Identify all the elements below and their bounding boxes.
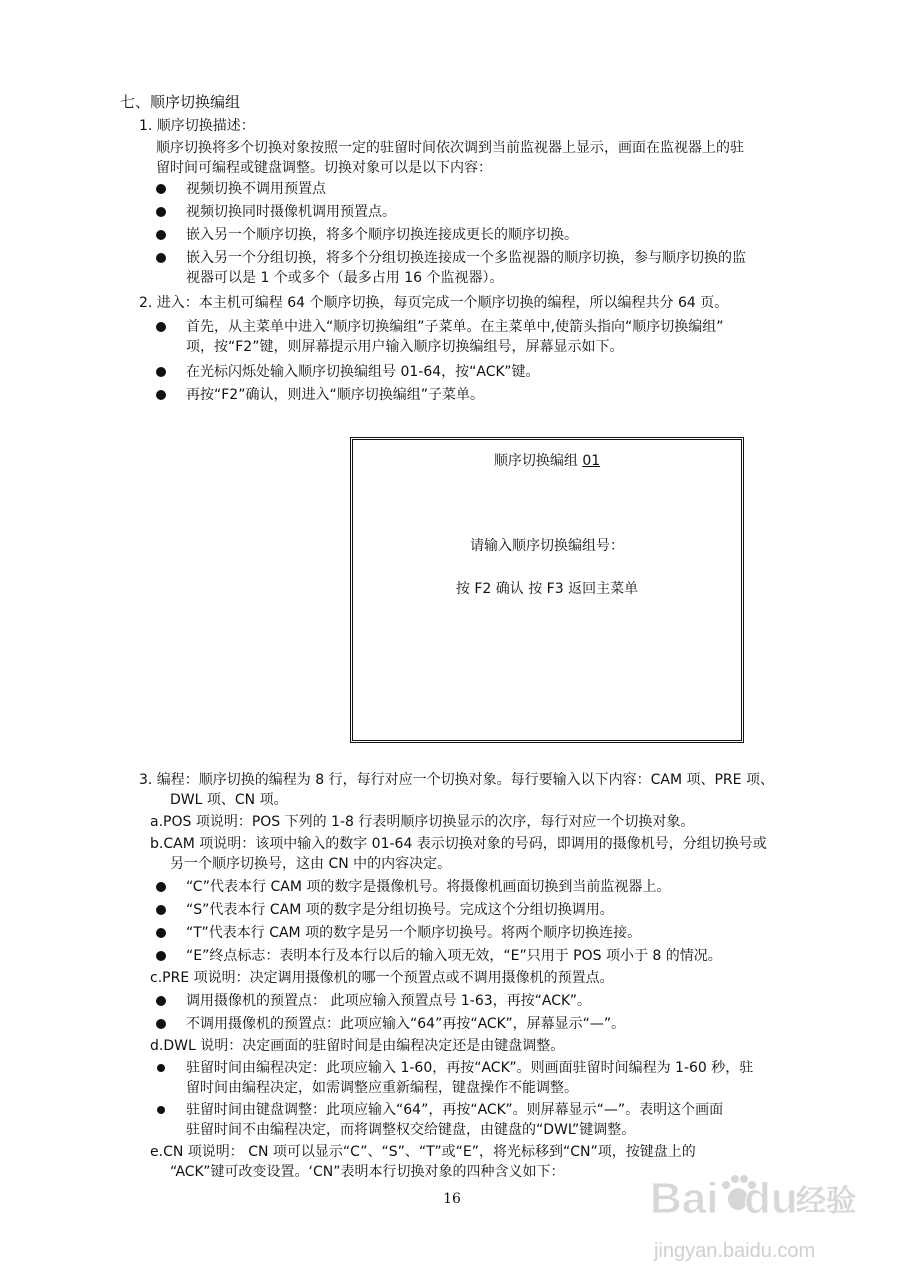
p3-pre-1: 调用摄像机的预置点： 此项应输入预置点号 1-63，再按“ACK”。 (186, 993, 592, 1009)
bullet-dot (156, 951, 166, 961)
bullet-dot (157, 1106, 165, 1114)
watermark-url: jingyan.baidu.com (654, 1240, 816, 1262)
p1-paragraph-line1: 顺序切换将多个切换对象按照一定的驻留时间依次调到当前监视器上显示，画面在监视器上的驻 (156, 140, 744, 156)
bullet-dot (156, 996, 166, 1006)
section-title: 七、顺序切换编组 (120, 93, 241, 111)
watermark-brand-cn: 经验 (796, 1184, 856, 1219)
p1-bullet-3: 嵌入另一个顺序切换，将多个顺序切换连接成更长的顺序切换。 (186, 227, 578, 243)
bullet-dot (156, 322, 166, 332)
baidu-jingyan-watermark (646, 1165, 866, 1265)
p3-dwl-2-line2: 驻留时间不由编程决定，而将调整权交给键盘，由键盘的“DWL”键调整。 (186, 1122, 636, 1138)
p3-item-c: c.PRE 项说明：决定调用摄像机的哪一个预置点或不调用摄像机的预置点。 (150, 970, 614, 986)
screen-title-text: 顺序切换编组 (493, 453, 583, 469)
bullet-dot (156, 882, 166, 892)
p3-heading-line2: DWL 项、CN 项。 (170, 792, 288, 808)
bullet-dot (156, 1019, 166, 1029)
screen-display-box (350, 437, 744, 743)
bullet-dot (157, 1064, 165, 1072)
p3-item-b-line2: 另一个顺序切换号，这由 CN 中的内容决定。 (170, 856, 452, 872)
p3-dwl-1-line1: 驻留时间由编程决定：此项应输入 1-60，再按“ACK”。则画面驻留时间编程为 1-60 秒，驻 (186, 1060, 754, 1076)
p3-cn-t: “T”代表本行 CAM 项的数字是另一个顺序切换号。将两个顺序切换连接。 (186, 925, 642, 941)
screen-title-number: 01 (582, 453, 601, 469)
baidu-logo-icon (646, 1165, 866, 1265)
p3-item-d: d.DWL 说明：决定画面的驻留时间是由编程决定还是由键盘调整。 (150, 1038, 565, 1054)
p3-cn-c: “C”代表本行 CAM 项的数字是摄像机号。将摄像机画面切换到当前监视器上。 (186, 879, 671, 895)
p3-item-a: a.POS 项说明：POS 下列的 1-8 行表明顺序切换显示的次序，每行对应一个切换对象。 (150, 814, 695, 830)
page-number: 16 (443, 1191, 461, 1207)
watermark-brand-paw: du (744, 1174, 798, 1223)
p1-heading: 1. 顺序切换描述： (139, 118, 255, 134)
bullet-dot (156, 230, 166, 240)
screen-prompt: 请输入顺序切换编组号： (470, 538, 624, 554)
bullet-dot (156, 367, 166, 377)
p3-item-e-line1: e.CN 项说明： CN 项可以显示“C”、“S”、“T”或“E”，将光标移到“CN”项，按键盘上的 (150, 1144, 696, 1160)
p3-dwl-1-line2: 留时间由编程决定，如需调整应重新编程，键盘操作不能调整。 (186, 1080, 578, 1096)
p1-bullet-4-line2: 视器可以是 1 个或多个（最多占用 16 个监视器）。 (186, 270, 504, 286)
p3-dwl-2-line1: 驻留时间由键盘调整：此项应输入“64”，再按“ACK”。则屏幕显示“—”。表明这个画面 (186, 1102, 724, 1118)
bullet-dot (156, 928, 166, 938)
bullet-dot (156, 207, 166, 217)
p3-cn-s: “S”代表本行 CAM 项的数字是分组切换号。完成这个分组切换调用。 (186, 902, 614, 918)
p2-bullet-3: 再按“F2”确认，则进入“顺序切换编组”子菜单。 (186, 387, 484, 403)
bullet-dot (156, 390, 166, 400)
p3-item-b-line1: b.CAM 项说明：该项中输入的数字 01-64 表示切换对象的号码，即调用的摄像机号，分组切换号或 (150, 836, 767, 852)
p3-heading-line1: 3. 编程：顺序切换的编程为 8 行，每行对应一个切换对象。每行要输入以下内容：CAM 项、PRE 项、 (139, 772, 774, 788)
p3-pre-2: 不调用摄像机的预置点：此项应输入“64”再按“ACK”，屏幕显示“—”。 (186, 1016, 626, 1032)
p1-bullet-1: 视频切换不调用预置点 (186, 181, 326, 197)
p3-item-e-line2: “ACK”键可改变设置。‘CN”表明本行切换对象的四种含义如下： (170, 1164, 565, 1180)
p3-cn-e: “E”终点标志：表明本行及本行以后的输入项无效，“E”只用于 POS 项小于 8 的情况。 (186, 948, 722, 964)
bullet-dot (156, 905, 166, 915)
p1-bullet-4-line1: 嵌入另一个分组切换，将多个分组切换连接成一个多监视器的顺序切换，参与顺序切换的监 (186, 250, 746, 266)
p2-bullet-1-line2: 项，按“F2”键，则屏幕提示用户输入顺序切换编组号，屏幕显示如下。 (186, 339, 624, 355)
bullet-dot (156, 253, 166, 263)
bullet-dot (156, 184, 166, 194)
screen-title (353, 450, 741, 470)
p2-bullet-2: 在光标闪烁处输入顺序切换编组号 01-64，按“ACK”键。 (186, 364, 540, 380)
watermark-brand-latin: Bai (650, 1174, 719, 1223)
p1-paragraph-line2: 留时间可编程或键盘调整。切换对象可以是以下内容： (156, 160, 492, 176)
screen-key-hints: 按 F2 确认 按 F3 返回主菜单 (455, 581, 639, 597)
p1-bullet-2: 视频切换同时摄像机调用预置点。 (186, 204, 396, 220)
p2-heading: 2. 进入：本主机可编程 64 个顺序切换，每页完成一个顺序切换的编程，所以编程共分 64 页。 (139, 295, 729, 311)
p2-bullet-1-line1: 首先，从主菜单中进入“顺序切换编组”子菜单。在主菜单中,使箭头指向“顺序切换编组” (186, 319, 724, 335)
